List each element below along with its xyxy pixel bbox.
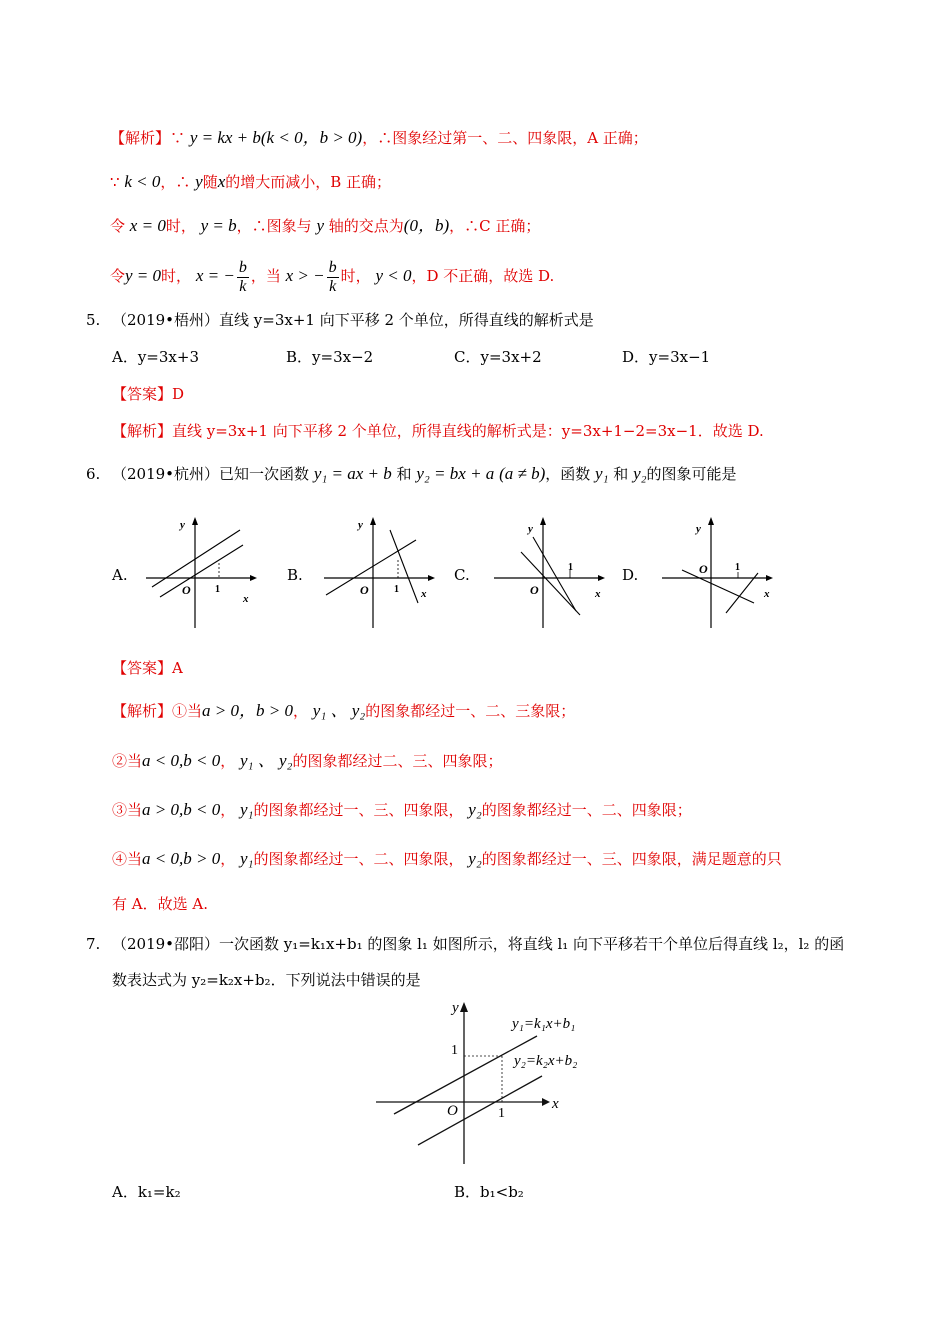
svg-text:y₂=k₂x+b₂: y₂=k₂x+b₂ (514, 1053, 578, 1069)
svg-text:x: x (243, 593, 249, 605)
svg-text:y: y (180, 519, 185, 531)
q6-graph-a (140, 515, 260, 633)
svg-text:O: O (182, 583, 191, 597)
sol4-line3: 令 x = 0时， y = b，∴图象与 y 轴的交点为(0，b)，∴C 正确； (110, 216, 541, 235)
q6-analysis-5: 有 A．故选 A. (112, 895, 208, 913)
svg-text:y₁=k₁x+b₁: y₁=k₁x+b₁ (512, 1016, 576, 1032)
q6-analysis-1: 【解析】①当a > 0，b > 0， y₁ 、 y₂的图象都经过一、二、三象限； (112, 701, 576, 720)
q5-option-c: C．y=3x+2 (454, 348, 542, 366)
svg-text:1: 1 (735, 562, 740, 573)
q5-option-b: B．y=3x−2 (286, 348, 374, 366)
svg-text:y: y (452, 1000, 459, 1016)
svg-text:O: O (699, 562, 708, 576)
svg-text:O: O (447, 1103, 458, 1119)
q6-graph-c (488, 515, 608, 633)
svg-text:y: y (528, 523, 533, 535)
svg-text:x: x (595, 588, 601, 600)
q6-text: （2019•杭州）已知一次函数 y₁ = ax + b 和 y₂ = bx + a (a ≠ b)，函数 y₁ 和 y₂的图象可能是 (112, 464, 737, 483)
math-expr: y = kx + b(k < 0，b > 0) (189, 128, 363, 147)
q6-option-c: C. (454, 566, 470, 584)
sol4-line1: 【解析】∵ y = kx + b(k < 0，b > 0)，∴图象经过第一、二、四象限，A 正确； (110, 128, 648, 147)
q6-analysis-3: ③当a > 0,b < 0， y₁的图象都经过一、三、四象限， y₂的图象都经过一、二、四象限； (112, 800, 692, 819)
svg-text:1: 1 (215, 584, 220, 595)
svg-text:y: y (358, 519, 363, 531)
fraction: $\frac{b}{k}$ (238, 258, 247, 295)
q7-option-b: B．b₁<b₂ (454, 1183, 524, 1201)
svg-text:1: 1 (568, 562, 573, 573)
q5-text: （2019•梧州）直线 y=3x+1 向下平移 2 个单位，所得直线的解析式是 (112, 311, 594, 329)
q6-option-d: D. (622, 566, 639, 584)
q6-answer: 【答案】A (112, 659, 183, 677)
q6-graph-d (656, 515, 776, 633)
svg-text:O: O (360, 583, 369, 597)
q6-option-a: A. (112, 566, 128, 584)
q5-option-d: D．y=3x−1 (622, 348, 711, 366)
q7-option-a: A．k₁=k₂ (112, 1183, 181, 1201)
svg-text:1: 1 (498, 1106, 505, 1121)
q6-number: 6. (86, 465, 101, 483)
analysis-tag: 【解析】 (110, 129, 171, 147)
q7-text-line2: 数表达式为 y₂=k₂x+b₂．下列说法中错误的是 (112, 971, 421, 989)
svg-text:x: x (552, 1096, 559, 1112)
svg-text:x: x (421, 588, 427, 600)
q6-graph-b (318, 515, 438, 633)
svg-text:x: x (764, 588, 770, 600)
q5-answer: 【答案】D (112, 385, 185, 403)
fraction: $\frac{b}{k}$ (328, 258, 337, 295)
q7-number: 7. (86, 935, 101, 953)
svg-text:1: 1 (394, 584, 399, 595)
q7-figure (372, 998, 612, 1168)
svg-text:y: y (696, 523, 701, 535)
svg-text:1: 1 (451, 1043, 458, 1058)
q6-analysis-2: ②当a < 0,b < 0， y₁ 、 y₂的图象都经过二、三、四象限； (112, 751, 503, 770)
q5-option-a: A．y=3x+3 (112, 348, 199, 366)
sol4-line4: 令y = 0时， x = − $\frac{b}{k}$ ，当 x > − $\frac{b}{k}$ 时， y < 0，D 不正确，故选 D. (110, 258, 555, 295)
q7-text-line1: （2019•邵阳）一次函数 y₁=k₁x+b₁ 的图象 l₁ 如图所示，将直线 l₁ 向下平移若干个单位后得直线 l₂，l₂ 的函 (112, 935, 845, 953)
svg-text:O: O (530, 583, 539, 597)
sol4-line2: ∵ k < 0，∴ y随x的增大而减小，B 正确； (110, 172, 392, 191)
q5-number: 5. (86, 311, 101, 329)
q6-analysis-4: ④当a < 0,b > 0， y₁的图象都经过一、二、四象限， y₂的图象都经过一、三、四象限，满足题意的只 (112, 849, 782, 868)
q6-option-b: B. (287, 566, 303, 584)
q5-analysis: 【解析】直线 y=3x+1 向下平移 2 个单位，所得直线的解析式是：y=3x+1−2=3x−1．故选 D. (112, 422, 764, 440)
